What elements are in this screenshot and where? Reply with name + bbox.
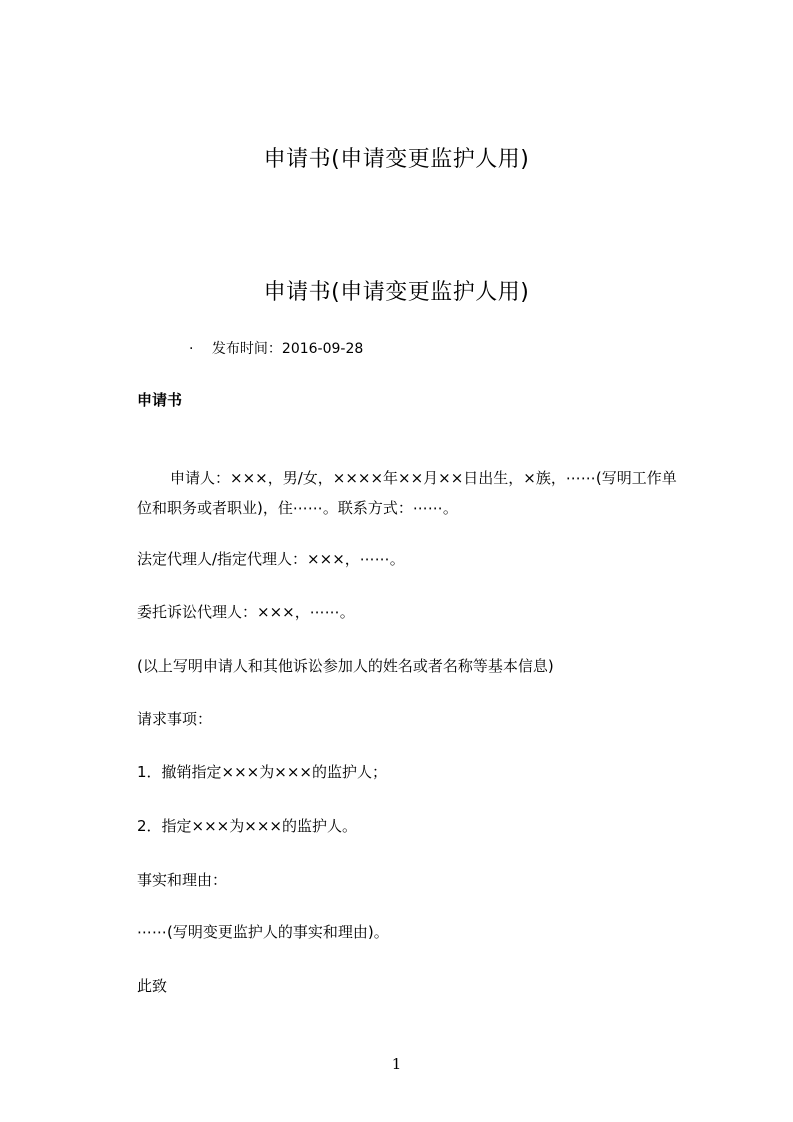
request-item-2: 2．指定×××为×××的监护人。	[137, 817, 357, 835]
applicant-line-2: 位和职务或者职业)，住⋯⋯。联系方式：⋯⋯。	[137, 499, 458, 517]
applicant-line-1: 申请人：×××，男/女，××××年××月××日出生，×族，⋯⋯(写明工作单	[170, 469, 677, 487]
facts-label: 事实和理由：	[137, 871, 228, 889]
closing-salutation: 此致	[137, 977, 168, 995]
section-heading: 申请书	[137, 391, 183, 409]
info-note-paragraph: (以上写明申请人和其他诉讼参加人的姓名或者名称等基本信息)	[137, 657, 554, 675]
page-number: 1	[391, 1055, 402, 1073]
bullet-marker: ·	[189, 341, 194, 357]
document-title-top: 申请书(申请变更监护人用)	[263, 147, 530, 172]
litigation-agent-paragraph: 委托诉讼代理人：×××，⋯⋯。	[137, 603, 355, 621]
legal-representative-paragraph: 法定代理人/指定代理人：×××，⋯⋯。	[137, 550, 405, 568]
request-item-1: 1．撤销指定×××为×××的监护人；	[137, 763, 387, 781]
applicant-paragraph	[137, 463, 740, 523]
document-title-main: 申请书(申请变更监护人用)	[263, 280, 530, 305]
publish-meta	[189, 338, 363, 358]
requests-label: 请求事项：	[137, 710, 213, 728]
facts-detail-paragraph: ⋯⋯(写明变更监护人的事实和理由)。	[137, 923, 389, 941]
publish-time: 发布时间：2016-09-28	[211, 341, 364, 357]
